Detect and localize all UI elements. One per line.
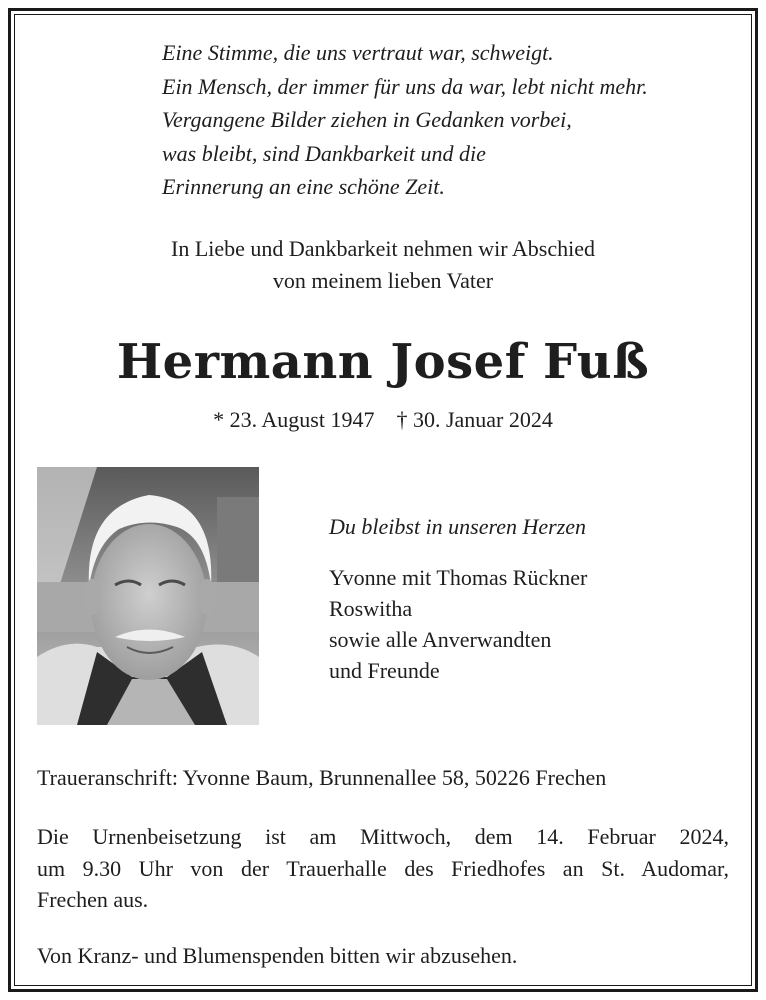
signatory: Roswitha [329, 596, 413, 621]
poem-line: Eine Stimme, die uns vertraut war, schweigt. [162, 40, 554, 65]
intro-line: von meinem lieben Vater [272, 268, 494, 293]
signatory: sowie alle Anverwandten [329, 627, 552, 652]
burial-info [37, 821, 729, 916]
farewell-intro [0, 233, 766, 297]
birth-date: * 23. August 1947 [213, 407, 375, 432]
poem-line: Ein Mensch, der immer für uns da war, lebt nicht mehr. [162, 73, 648, 99]
closing-motto: Du bleibst in unseren Herzen [329, 514, 587, 539]
life-dates [0, 405, 766, 435]
intro-line: In Liebe und Dankbarkeit nehmen wir Abschied [171, 236, 595, 261]
burial-line: Die Urnenbeisetzung ist am Mittwoch, dem 14. Februar 2024, [37, 824, 729, 849]
mourning-address: Traueranschrift: Yvonne Baum, Brunnenallee 58, 50226 Frechen [37, 765, 607, 790]
flower-note: Von Kranz- und Blumenspenden bitten wir abzusehen. [37, 943, 518, 968]
closing-section [329, 512, 739, 686]
signatory: und Freunde [329, 658, 440, 683]
poem [162, 36, 742, 204]
poem-line: was bleibt, sind Dankbarkeit und die [162, 140, 486, 166]
death-date: † 30. Januar 2024 [396, 407, 553, 432]
deceased-name: Hermann Josef Fuß [116, 334, 650, 390]
signatory: Yvonne mit Thomas Rückner [329, 565, 588, 590]
poem-line: Erinnerung an eine schöne Zeit. [162, 174, 445, 199]
burial-line: um 9.30 Uhr von der Trauerhalle des Friedhofes an St. Audomar, [37, 855, 729, 881]
portrait-photo [37, 467, 259, 725]
poem-line: Vergangene Bilder ziehen in Gedanken vorbei, [162, 107, 572, 132]
burial-line: Frechen aus. [37, 887, 149, 912]
portrait-image [37, 467, 259, 725]
